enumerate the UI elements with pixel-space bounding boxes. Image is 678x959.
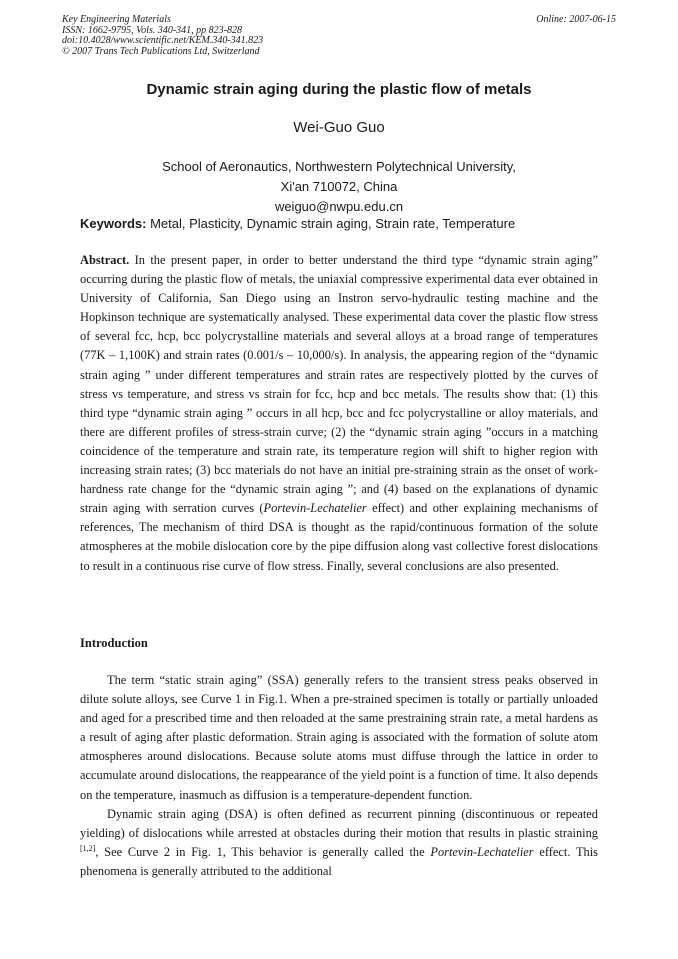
affiliation-line-2: Xi'an 710072, China	[280, 179, 398, 194]
author-email[interactable]: weiguo@nwpu.edu.cn	[274, 199, 404, 214]
introduction-body	[80, 671, 598, 881]
keywords	[80, 216, 620, 231]
keywords-label: Keywords:	[80, 216, 147, 231]
issn-line: ISSN: 1662-9795, Vols. 340-341, pp 823-828	[62, 24, 242, 36]
intro-paragraph-2	[80, 805, 598, 881]
affiliation-line-1: School of Aeronautics, Northwestern Polytechnical University,	[162, 159, 516, 174]
abstract-text-b: effect) and other explaining mechanisms of references, The mechanism of third DSA is thought as the rapid/continuous formation of the solute atmospheres at the mobile dislocation core by the pipe diffusion along vast collective forest dislocations to result in a continuous rise curve of flow stress. Finally, several conclusions are also presented.	[80, 501, 598, 573]
intro-p2-text-c: effect. This phenomena is generally attributed to the additional	[80, 844, 598, 878]
intro-paragraph-1: The term “static strain aging” (SSA) generally refers to the transient stress peaks observed in dilute solute alloys, see Curve 1 in Fig.1. When a pre-strained specimen is totally or partially unloaded and aged for a prescribed time and then reloaded at the same prestraining strain rate, a metal hardens as a result of aging after plastic deformation. Strain aging is associated with the formation of solute atom atmospheres around dislocations. Because solute atoms must diffuse through the lattice in order to accumulate around dislocations, the reappearance of the yield point is a function of time. It also depends on the temperature, inasmuch as diffusion is a temperature-dependent function.	[80, 673, 598, 802]
affiliation	[0, 157, 678, 217]
citation-ref[interactable]: [1,2]	[80, 843, 96, 853]
online-date: Online: 2007-06-15	[536, 14, 616, 25]
journal-header	[62, 15, 263, 57]
abstract-label: Abstract.	[80, 253, 130, 267]
paper-title: Dynamic strain aging during the plastic flow of metals	[146, 81, 532, 98]
keywords-text: Metal, Plasticity, Dynamic strain aging, Strain rate, Temperature	[146, 216, 516, 231]
abstract	[80, 251, 598, 576]
journal-name: Key Engineering Materials	[62, 14, 171, 25]
intro-p2-text-b: , See Curve 2 in Fig. 1, This behavior is generally called the	[95, 844, 431, 859]
intro-p2-italic-term: Portevin-Lechatelier	[430, 844, 534, 859]
intro-p2-text-a: Dynamic strain aging (DSA) is often defined as recurrent pinning (discontinuous or repeated yielding) of dislocations while arrested at obstacles during their motion that results in plastic straining	[80, 806, 598, 840]
abstract-italic-term: Portevin-Lechatelier	[263, 501, 367, 516]
doi-line[interactable]: doi:10.4028/www.scientific.net/KEM.340-341.823	[62, 35, 264, 46]
author-name: Wei-Guo Guo	[293, 119, 385, 136]
section-heading-introduction: Introduction	[80, 636, 148, 650]
copyright-line: © 2007 Trans Tech Publications Ltd, Switzerland	[62, 45, 260, 57]
abstract-text-a: In the present paper, in order to better understand the third type “dynamic strain aging” occurring during the plastic flow of metals, the uniaxial compressive experimental data ever obtained in University of California, San Diego using an Instron servo-hydraulic testing machine and the Hopkinson technique are systematically analysed. These experimental data cover the plastic flow stress of several fcc, hcp, bcc polycrystalline materials and several alloys at a broad range of temperatures (77K – 1,100K) and strain rates (0.001/s – 10,000/s). In analysis, the appearing region of the “dynamic strain aging ” under different temperatures and strain rates are respectively plotted by the curves of stress vs temperature, and stress vs strain for fcc, hcp and bcc metals. The results show that: (1) this third type “dynamic strain aging ” occurs in all hcp, bcc and fcc polycrystalline or alloy materials, and there are different profiles of stress-strain curve; (2) the “dynamic strain aging ”occurs in a matching coincidence of the temperature and strain rate, its temperature region will shift to higher region with increasing strain rates; (3) bcc materials do not have an initial pre-straining strain as the onset of work-hardness rate change for the “dynamic strain aging ”; and (4) based on the explanations of dynamic strain aging with serration curves (	[80, 253, 598, 516]
